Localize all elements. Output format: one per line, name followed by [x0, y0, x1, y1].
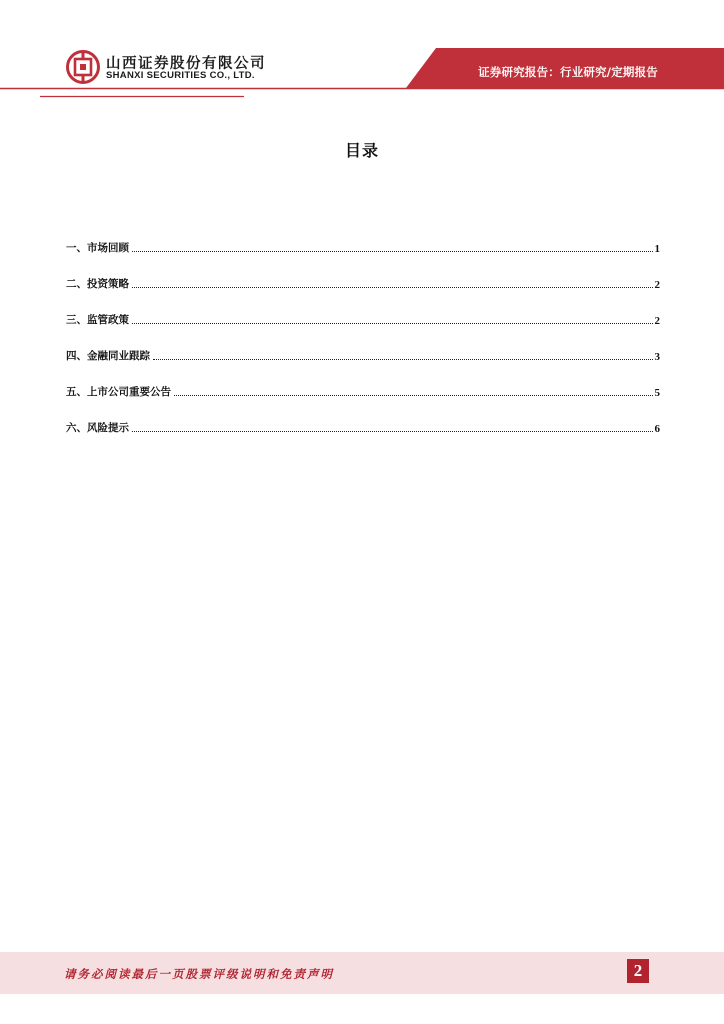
toc-item[interactable] [66, 327, 660, 363]
toc-item-label: 二、投资策略 [66, 278, 129, 290]
toc-title: 目录 [344, 141, 379, 160]
toc-item-page: 6 [654, 423, 660, 435]
toc-item[interactable] [66, 291, 660, 327]
company-name-cn: 山西证券股份有限公司 [106, 56, 266, 72]
toc-leader-dots [132, 323, 653, 324]
toc-leader-dots [153, 359, 653, 360]
shanxi-securities-logo-icon [66, 50, 100, 84]
toc-item[interactable] [66, 255, 660, 291]
toc-item-label: 四、金融同业跟踪 [66, 350, 150, 362]
toc-leader-dots [174, 395, 653, 396]
toc-item-label: 六、风险提示 [66, 422, 129, 434]
header-banner [0, 0, 724, 100]
toc-item-page: 2 [654, 279, 660, 291]
toc-list [66, 219, 660, 435]
company-name-en: SHANXI SECURITIES CO., LTD. [106, 70, 255, 81]
toc-item[interactable] [66, 363, 660, 399]
toc-leader-dots [132, 431, 653, 432]
toc-leader-dots [132, 287, 653, 288]
toc-item-label: 一、市场回顾 [66, 242, 129, 254]
report-type-label: 证券研究报告：行业研究/定期报告 [478, 65, 658, 79]
toc-item[interactable] [66, 399, 660, 435]
toc-item-page: 2 [654, 315, 660, 327]
toc-item[interactable] [66, 219, 660, 255]
footer-disclaimer: 请务必阅读最后一页股票评级说明和免责声明 [64, 967, 334, 981]
toc-item-page: 3 [654, 351, 660, 363]
toc-leader-dots [132, 251, 653, 252]
toc-item-page: 5 [654, 387, 660, 399]
footer-band [0, 952, 724, 994]
toc-item-label: 三、监管政策 [66, 314, 129, 326]
page-number: 2 [627, 959, 649, 983]
toc-item-page: 1 [654, 243, 660, 255]
toc-item-label: 五、上市公司重要公告 [66, 386, 171, 398]
